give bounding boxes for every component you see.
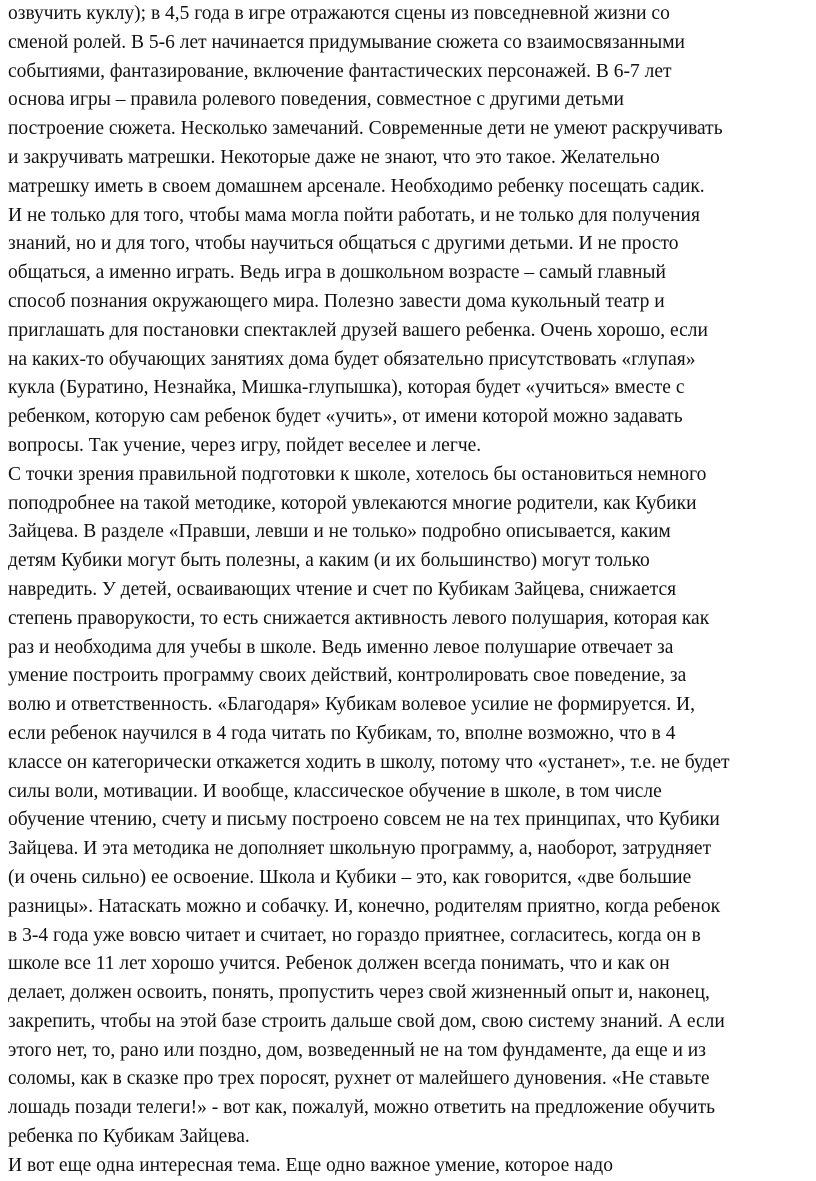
text-line: (и очень сильно) ее освоение. Школа и Кубики – это, как говорится, «две большие xyxy=(8,866,692,888)
text-line: раз и необходима для учебы в школе. Ведь именно левое полушарие отвечает за xyxy=(8,636,674,658)
text-line: основа игры – правила ролевого поведения, совместное с другими детьми xyxy=(8,89,624,111)
text-line: кукла (Буратино, Незнайка, Мишка-глупышка), которая будет «учиться» вместе с xyxy=(8,377,685,399)
text-line: если ребенок научился в 4 года читать по Кубикам, то, вполне возможно, что в 4 xyxy=(8,722,676,744)
document-page xyxy=(8,0,808,1181)
text-line: лошадь позади телеги!» - вот как, пожалуй, можно ответить на предложение обучить xyxy=(8,1097,716,1119)
text-line: приглашать для постановки спектаклей друзей вашего ребенка. Очень хорошо, если xyxy=(8,319,708,341)
text-line: школе все 11 лет хорошо учится. Ребенок должен всегда понимать, что и как он xyxy=(8,953,670,975)
text-line: вопросы. Так учение, через игру, пойдет веселее и легче. xyxy=(8,434,482,456)
text-line: на каких-то обучающих занятиях дома будет обязательно присутствовать «глупая» xyxy=(8,348,696,370)
text-line: общаться, а именно играть. Ведь игра в дошкольном возрасте – самый главный xyxy=(8,262,666,284)
text-line: разницы». Натаскать можно и собачку. И, конечно, родителям приятно, когда ребенок xyxy=(8,895,721,917)
text-line: обучение чтению, счету и письму построено совсем не на тех принципах, что Кубики xyxy=(8,809,720,831)
text-line: С точки зрения правильной подготовки к школе, хотелось бы остановиться немного xyxy=(8,463,707,485)
text-line: построение сюжета. Несколько замечаний. Современные дети не умеют раскручивать xyxy=(8,118,723,140)
text-line: волю и ответственность. «Благодаря» Кубикам волевое усилие не формируется. И, xyxy=(8,694,695,716)
text-line: И вот еще одна интересная тема. Еще одно важное умение, которое надо xyxy=(8,1154,613,1176)
text-line: делает, должен освоить, понять, пропустить через свой жизненный опыт и, наконец, xyxy=(8,982,710,1004)
text-line: в 3-4 года уже вовсю читает и считает, но гораздо приятнее, согласитесь, когда он в xyxy=(8,924,701,946)
text-line: степень праворукости, то есть снижается активность левого полушария, которая как xyxy=(8,607,710,629)
text-line: ребенка по Кубикам Зайцева. xyxy=(8,1126,250,1148)
text-line: соломы, как в сказке про трех поросят, рухнет от малейшего дуновения. «Не ставьте xyxy=(8,1068,710,1090)
text-line: навредить. У детей, осваивающих чтение и счет по Кубикам Зайцева, снижается xyxy=(8,578,677,600)
text-line: И не только для того, чтобы мама могла пойти работать, и не только для получения xyxy=(8,204,700,226)
text-line: ребенком, которую сам ребенок будет «учить», от имени которой можно задавать xyxy=(8,406,683,428)
text-line: Зайцева. И эта методика не дополняет школьную программу, а, наоборот, затрудняет xyxy=(8,838,712,860)
text-line: способ познания окружающего мира. Полезно завести дома кукольный театр и xyxy=(8,290,665,312)
text-line: Зайцева. В разделе «Правши, левши и не только» подробно описывается, каким xyxy=(8,521,671,543)
text-line: закрепить, чтобы на этой базе строить дальше свой дом, свою систему знаний. А если xyxy=(8,1010,725,1032)
text-line: знаний, но и для того, чтобы научиться общаться с другими детьми. И не просто xyxy=(8,233,679,255)
text-line: событиями, фантазирование, включение фантастических персонажей. В 6-7 лет xyxy=(8,60,672,82)
text-line: детям Кубики могут быть полезны, а каким (и их большинство) могут только xyxy=(8,550,650,572)
text-line: озвучить куклу); в 4,5 года в игре отражаются сцены из повседневной жизни со xyxy=(8,3,670,24)
text-line: этого нет, то, рано или поздно, дом, возведенный не на том фундаменте, да еще и из xyxy=(8,1039,706,1061)
text-line: силы воли, мотивации. И вообще, классическое обучение в школе, в том числе xyxy=(8,780,662,802)
text-line: сменой ролей. В 5-6 лет начинается придумывание сюжета со взаимосвязанными xyxy=(8,31,685,53)
text-line: поподробнее на такой методике, которой увлекаются многие родители, как Кубики xyxy=(8,492,697,514)
text-line: и закручивать матрешки. Некоторые даже не знают, что это такое. Желательно xyxy=(8,146,660,168)
text-line: матрешку иметь в своем домашнем арсенале. Необходимо ребенку посещать садик. xyxy=(8,175,705,197)
text-line: классе он категорически откажется ходить в школу, потому что «устанет», т.е. не будет xyxy=(8,751,730,773)
text-line: умение построить программу своих действий, контролировать свое поведение, за xyxy=(8,665,687,687)
